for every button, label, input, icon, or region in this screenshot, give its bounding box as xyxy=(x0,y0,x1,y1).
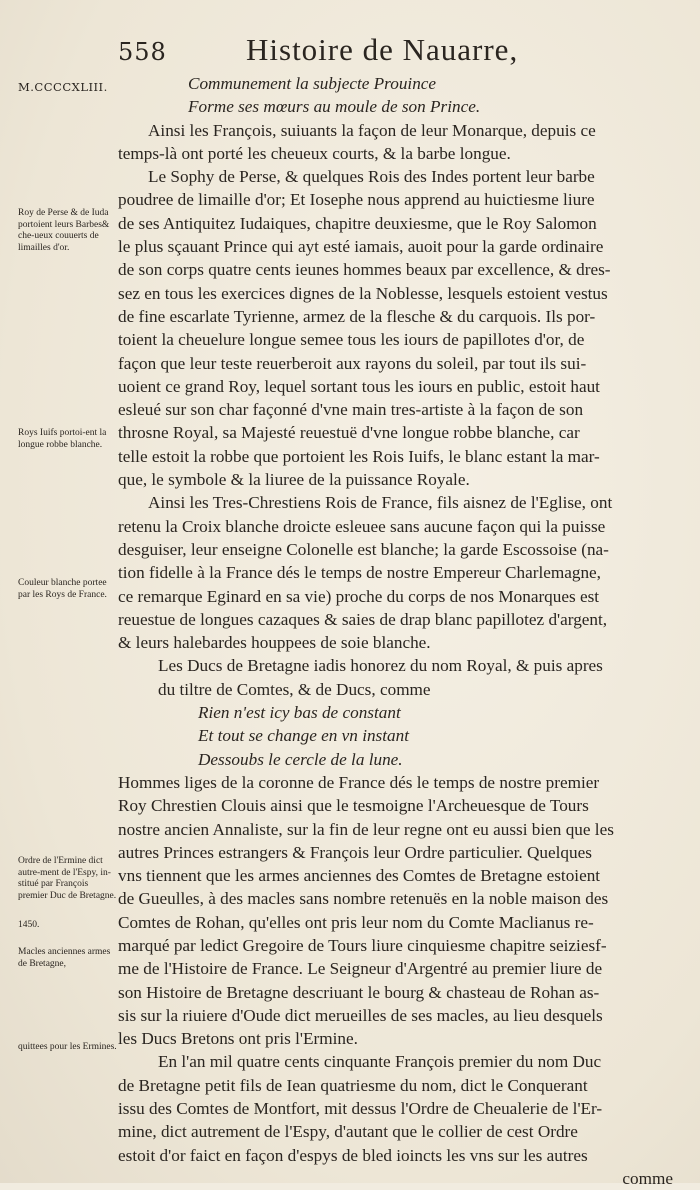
text-line: poudree de limaille d'or; Et Iosephe nous apprend au huictiesme liure xyxy=(118,190,595,210)
text-line: retenu la Croix blanche droicte esleuee sans aucune façon qui la puisse xyxy=(118,516,606,536)
verse-line: Dessoubs le cercle de la lune. xyxy=(198,749,403,769)
text-line: autres Princes estrangers & François leur Ordre particulier. Quelques xyxy=(118,842,592,862)
text-line: esleué sur son char façonné d'vne main tres-artiste à la façon de son xyxy=(118,400,584,420)
text-line: Ainsi les Tres-Chrestiens Rois de France, fils aisnez de l'Eglise, ont xyxy=(148,493,613,513)
text-line: le plus sçauant Prince qui ayt esté iamais, auoit pour la garde ordinaire xyxy=(118,237,604,257)
page-header xyxy=(118,32,678,72)
text-line: du tiltre de Comtes, & de Ducs, comme xyxy=(158,679,431,699)
margin-year: M.CCCCXLIII. xyxy=(18,80,108,94)
text-line: desguiser, leur enseigne Colonelle est blanche; la garde Escossoise (na- xyxy=(118,539,609,559)
text-line: de Gueulles, à des macles sans nombre retenuës en la noble maison des xyxy=(118,889,609,909)
margin-note: Roys Iuifs portoi-ent la longue robbe blanche. xyxy=(18,428,107,450)
text-line: les Ducs Bretons ont pris l'Ermine. xyxy=(118,1029,358,1049)
verse-line: Et tout se change en vn instant xyxy=(198,726,409,746)
text-line: de ses Antiquitez Iudaiques, chapitre deuxiesme, que le Roy Salomon xyxy=(118,213,597,233)
text-line: throsne Royal, sa Majesté reuestuë d'vne longue robbe blanche, car xyxy=(118,423,580,443)
text-line: tion fidelle à la France dés le temps de nostre Empereur Charlemagne, xyxy=(118,563,601,583)
margin-note: Roy de Perse & de Iuda portoient leurs Barbes& che-ueux couuerts de limailles d'or. xyxy=(18,208,110,253)
text-line: Les Ducs de Bretagne iadis honorez du nom Royal, & puis apres xyxy=(158,656,603,676)
text-line: estoit d'or faict en façon d'espys de bled ioincts les vns sur les autres xyxy=(118,1145,588,1165)
margin-note: Couleur blanche portee par les Roys de France. xyxy=(18,578,107,600)
margin-note: Ordre de l'Ermine dict autre-ment de l'Espy, in-stitué par François premier Duc de Bretagne. xyxy=(18,856,117,901)
text-line: issu des Comtes de Montfort, mit dessus l'Ordre de Cheualerie de l'Er- xyxy=(118,1099,603,1119)
text-line: & leurs halebardes houppees de soie blanche. xyxy=(118,633,431,653)
text-line: ce remarque Eginard en sa vie) proche du corps de nos Monarques est xyxy=(118,586,600,606)
catchword: comme xyxy=(622,1168,673,1188)
verse-line: Communement la subjecte Prouince xyxy=(188,74,437,93)
text-line: marqué par ledict Gregoire de Tours liure cinquiesme chapitre seiziesf- xyxy=(118,935,607,955)
text-line: Roy Chrestien Clouis ainsi que le tesmoigne l'Archeuesque de Tours xyxy=(118,796,589,816)
text-line: de son corps quatre cents ieunes hommes beaux par excellence, & dres- xyxy=(118,260,611,280)
text-line: telle estoit la robbe que portoient les Rois Iuifs, le blanc estant la mar- xyxy=(118,446,600,466)
text-line: me de l'Histoire de France. Le Seigneur d'Argentré au premier liure de xyxy=(118,959,603,979)
text-line: uoient ce grand Roy, lequel sortant tous les iours en public, estoit haut xyxy=(118,376,600,396)
page-number: 558 xyxy=(118,38,167,66)
verse-line: Rien n'est icy bas de constant xyxy=(198,703,401,723)
text-line: Le Sophy de Perse, & quelques Rois des Indes portent leur barbe xyxy=(148,167,595,187)
text-line: que, le symbole & la liuree de la puissance Royale. xyxy=(118,470,470,490)
text-line: reuestue de longues cazaques & saies de drap blanc papillotez d'argent, xyxy=(118,609,608,629)
text-line: Hommes liges de la coronne de France dés le temps de nostre premier xyxy=(118,772,600,792)
margin-note: 1450. xyxy=(18,920,40,930)
body-text xyxy=(118,72,673,1190)
text-line: vns tiennent que les armes anciennes des Comtes de Bretagne estoient xyxy=(118,866,601,886)
verse-line: Forme ses mœurs au moule de son Prince. xyxy=(188,97,481,117)
text-line: de Bretagne petit fils de Iean quatriesme du nom, dict le Conquerant xyxy=(118,1075,588,1095)
text-line: sez en tous les exercices dignes de la Noblesse, lesquels estoient vestus xyxy=(118,283,608,303)
text-line: de fine escarlate Tyrienne, armez de la flesche & du carquois. Ils por- xyxy=(118,306,596,326)
text-line: sis sur la riuiere d'Oude dict merueilles de ses macles, au lieu desquels xyxy=(118,1005,603,1025)
margin-note: quittees pour les Ermines. xyxy=(18,1042,117,1052)
text-line: son Histoire de Bretagne descriuant le bourg & chasteau de Rohan as- xyxy=(118,982,600,1002)
text-line: façon que leur teste reuerberoit aux rayons du soleil, par tout ils sui- xyxy=(118,353,587,373)
text-line: toient la cheuelure longue semee tous les iours de papillotes d'or, de xyxy=(118,330,585,350)
text-line: temps-là ont porté les cheueux courts, & la barbe longue. xyxy=(118,143,511,163)
text-line: nostre ancien Annaliste, sur la fin de leur regne ont eu aussi bien que les xyxy=(118,819,614,839)
text-line: Comtes de Rohan, qu'elles ont pris leur nom du Comte Maclianus re- xyxy=(118,912,594,932)
margin-note: Macles anciennes armes de Bretagne, xyxy=(18,947,111,969)
text-line: mine, dict autrement de l'Espy, d'autant que le collier de cest Ordre xyxy=(118,1122,578,1142)
text-line: En l'an mil quatre cents cinquante François premier du nom Duc xyxy=(158,1052,602,1072)
running-title: Histoire de Nauarre, xyxy=(246,32,519,67)
text-line: Ainsi les François, suiuants la façon de leur Monarque, depuis ce xyxy=(148,120,596,140)
